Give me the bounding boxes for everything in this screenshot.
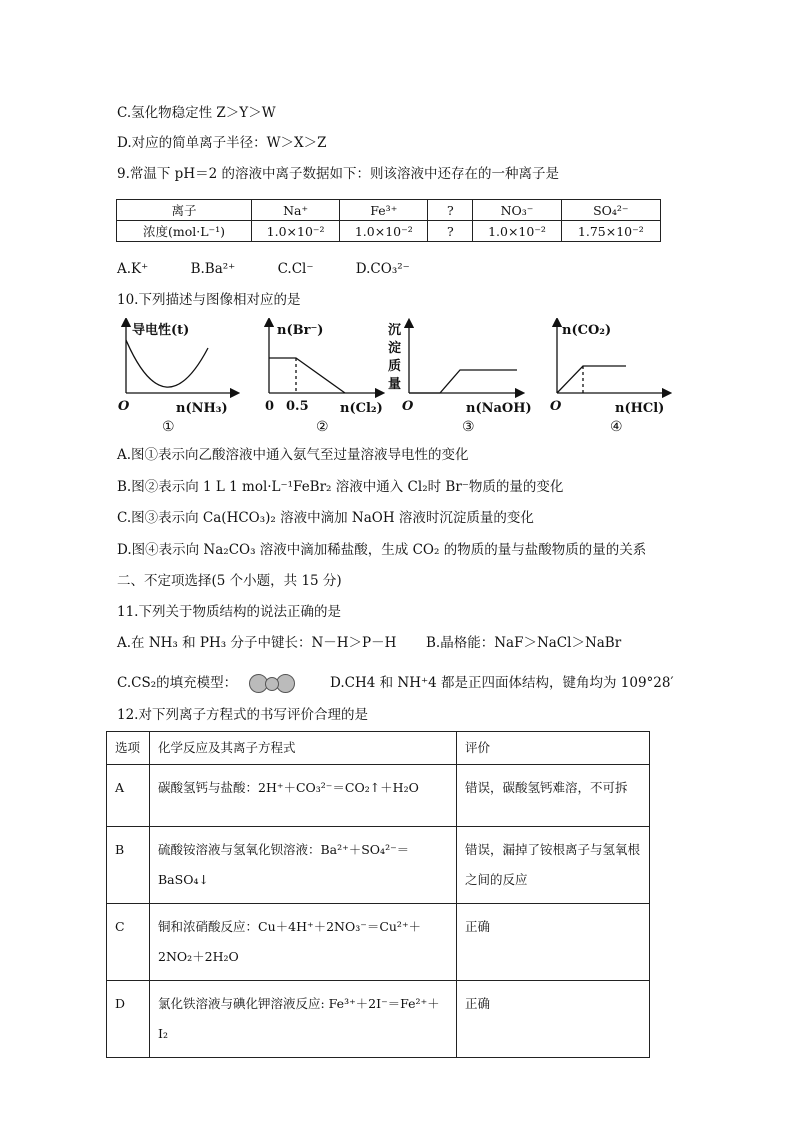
q10-option-c: C.图③表示向 Ca(HCO₃)₂ 溶液中滴加 NaOH 溶液时沉淀质量的变化 xyxy=(117,510,534,526)
graph3-ylabel-3: 质 xyxy=(388,359,402,374)
table-cell: 正确 xyxy=(457,981,650,1058)
table-cell: 铜和浓硝酸反应：Cu＋4H⁺＋2NO₃⁻＝Cu²⁺＋2NO₂＋2H₂O xyxy=(150,904,457,981)
table-cell: A xyxy=(107,765,150,827)
table-cell: B xyxy=(107,827,150,904)
graph4-number: ④ xyxy=(610,419,623,435)
graph2-line xyxy=(269,358,345,393)
table-cell: 离子 xyxy=(117,200,252,221)
graph1-xlabel: n(NH₃) xyxy=(176,401,228,416)
table-row xyxy=(107,827,650,904)
table-cell: Fe³⁺ xyxy=(340,200,428,221)
graph1-ylabel: 导电性(t) xyxy=(132,323,190,338)
graph2-number: ② xyxy=(316,419,329,435)
table-cell: SO₄²⁻ xyxy=(561,200,660,221)
table-cell: 碳酸氢钙与盐酸：2H⁺＋CO₃²⁻＝CO₂↑＋H₂O xyxy=(150,765,457,827)
graph3-number: ③ xyxy=(462,419,475,435)
graph2-origin: 0 xyxy=(265,399,275,414)
q11-stem: 11.下列关于物质结构的说法正确的是 xyxy=(117,604,341,620)
table-header-row xyxy=(117,200,661,221)
table-cell: 1.0×10⁻² xyxy=(473,221,561,242)
graph2-xlabel: n(Cl₂) xyxy=(340,401,383,416)
graph3-ylabel-2: 淀 xyxy=(388,341,402,356)
graph3-origin: O xyxy=(402,399,414,414)
table-cell: 氯化铁溶液与碘化钾溶液反应: Fe³⁺＋2I⁻＝Fe²⁺＋I₂ xyxy=(150,981,457,1058)
table-cell: 1.0×10⁻² xyxy=(252,221,340,242)
table-cell: 硫酸铵溶液与氢氧化钡溶液：Ba²⁺＋SO₄²⁻＝BaSO₄↓ xyxy=(150,827,457,904)
graph3-ylabel-4: 量 xyxy=(388,377,402,392)
q8-option-c: C.氢化物稳定性 Z＞Y＞W xyxy=(117,105,276,121)
table-cell: 正确 xyxy=(457,904,650,981)
carbon-atom-icon xyxy=(265,677,279,691)
q11-option-c-row xyxy=(117,674,295,693)
graph4-line xyxy=(557,366,626,393)
graph3-xlabel: n(NaOH) xyxy=(466,401,532,416)
table-cell: C xyxy=(107,904,150,981)
graph4-origin: O xyxy=(550,399,562,414)
q11-option-d: D.CH4 和 NH⁺4 都是正四面体结构，键角均为 109°28′ xyxy=(330,675,674,691)
q12-table xyxy=(106,731,650,1058)
table-cell: 浓度(mol·L⁻¹) xyxy=(117,221,252,242)
q10-option-b: B.图②表示向 1 L 1 mol·L⁻¹FeBr₂ 溶液中通入 Cl₂时 Br⁻物质的量的变化 xyxy=(117,479,564,495)
table-cell: 选项 xyxy=(107,732,150,765)
graph4-xlabel: n(HCl) xyxy=(615,401,665,416)
table-cell: D xyxy=(107,981,150,1058)
graph3-ylabel-1: 沉 xyxy=(388,323,402,338)
table-cell: ? xyxy=(428,200,473,221)
table-cell: 评价 xyxy=(457,732,650,765)
table-cell: ? xyxy=(428,221,473,242)
q10-option-a: A.图①表示向乙酸溶液中通入氨气至过量溶液导电性的变化 xyxy=(117,447,469,463)
table-cell: 错误，漏掉了铵根离子与氢氧根之间的反应 xyxy=(457,827,650,904)
q10-stem: 10.下列描述与图像相对应的是 xyxy=(117,292,301,308)
table-cell: NO₃⁻ xyxy=(473,200,561,221)
table-header-row xyxy=(107,732,650,765)
q8-option-d: D.对应的简单离子半径：W＞X＞Z xyxy=(117,135,327,151)
sulfur-atom-icon xyxy=(276,674,295,693)
section-title: 二、不定项选择(5 个小题，共 15 分) xyxy=(117,573,342,589)
table-row xyxy=(117,221,661,242)
table-cell: 1.75×10⁻² xyxy=(561,221,660,242)
q9-options xyxy=(117,260,448,278)
q10-option-d: D.图④表示向 Na₂CO₃ 溶液中滴加稀盐酸，生成 CO₂ 的物质的量与盐酸物质的量的关系 xyxy=(117,542,647,558)
table-cell: 1.0×10⁻² xyxy=(340,221,428,242)
table-row xyxy=(107,904,650,981)
q9-option-c: C.Cl⁻ xyxy=(277,261,314,277)
q9-option-d: D.CO₃²⁻ xyxy=(355,261,410,277)
graph1-number: ① xyxy=(162,419,175,435)
q11-option-c: C.CS₂的填充模型： xyxy=(117,675,238,691)
graph1-curve xyxy=(126,340,208,387)
q10-graphs xyxy=(110,318,680,436)
graph1-origin: O xyxy=(118,399,130,414)
table-cell: 错误，碳酸氢钙难溶，不可拆 xyxy=(457,765,650,827)
table-cell: 化学反应及其离子方程式 xyxy=(150,732,457,765)
graph2-ylabel: n(Br⁻) xyxy=(277,323,324,338)
table-cell: Na⁺ xyxy=(252,200,340,221)
graph4-ylabel: n(CO₂) xyxy=(562,323,612,338)
q12-stem: 12.对下列离子方程式的书写评价合理的是 xyxy=(117,707,368,723)
q11-option-a: A.在 NH₃ 和 PH₃ 分子中键长：N－H＞P－H xyxy=(117,635,397,651)
table-row xyxy=(107,765,650,827)
graph3-line xyxy=(409,370,517,393)
q9-option-a: A.K⁺ xyxy=(117,261,149,277)
table-row xyxy=(107,981,650,1058)
q9-stem: 9.常温下 pH＝2 的溶液中离子数据如下：则该溶液中还存在的一种离子是 xyxy=(117,166,559,182)
cs2-model-icon xyxy=(249,674,295,693)
q9-ion-table xyxy=(116,199,661,242)
graph2-tick: 0.5 xyxy=(286,399,309,414)
q9-option-b: B.Ba²⁺ xyxy=(190,261,236,277)
q11-option-b: B.晶格能：NaF＞NaCl＞NaBr xyxy=(426,635,622,651)
